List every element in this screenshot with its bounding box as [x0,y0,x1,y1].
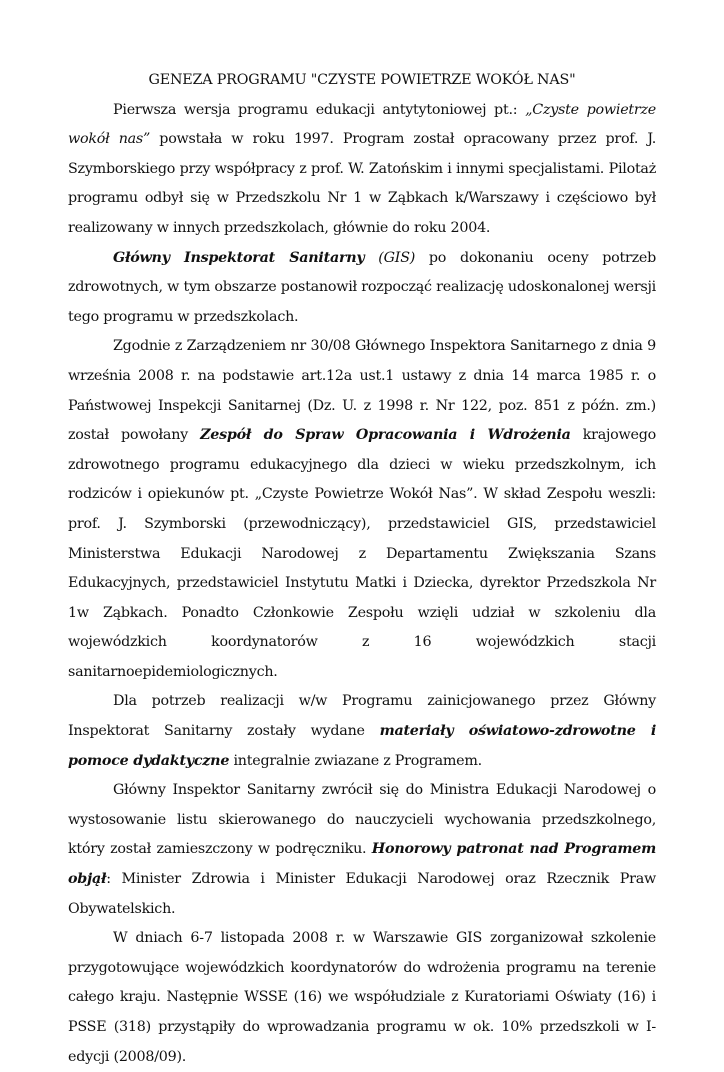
gis-abbreviation: (GIS) [364,249,416,266]
paragraph-5 [68,776,656,924]
paragraph-2 [68,244,656,333]
document-body [68,66,656,1072]
paragraph-3 [68,332,656,687]
program-name-quote: „Czyste powietrze wokół nas” [68,101,656,148]
materials-phrase: materiały oświatowo-zdrowotne i pomoce dydaktyczne [68,723,656,769]
paragraph-1-text-a: Pierwsza wersja programu edukacji antytytoniowej pt.: [113,101,526,118]
honorary-patronage-phrase: Honorowy patronat nad Programem objął [68,841,656,888]
paragraph-4-text-a: Dla potrzeb realizacji w/w Programu zainicjowanego przez Główny Inspektorat Sanitarny zostały wydane [68,693,656,740]
team-name: Zespół do Spraw Opracowania i Wdrożenia [200,427,571,444]
paragraph-1 [68,96,656,244]
paragraph-5-text-a: Główny Inspektor Sanitarny zwrócił się do Ministra Edukacji Narodowej o wystosowanie listu skierowanego do nauczycieli wychowania przedszkolnego, który został zamieszczony w podręczniku. [68,782,656,858]
document-title: GENEZA PROGRAMU "CZYSTE POWIETRZE WOKÓŁ NAS" [148,72,576,88]
paragraph-1-text-c: powstała w roku 1997. Program został opracowany przez prof. J. Szymborskiego przy współpracy z prof. W. Zatońskim i innymi specjalistami. Pilotaż programu odbył się w Przedszkolu Nr 1 w Ząbkach k/Warszawy i częściowo był realizowany w innych przedszkolach, głównie do roku 2004. [68,131,656,236]
paragraph-4-text-c: integralnie zwiazane z Programem. [229,752,482,769]
paragraph-5-text-c: : Minister Zdrowia i Minister Edukacji Narodowej oraz Rzecznik Praw Obywatelskich. [68,871,656,917]
paragraph-4 [68,687,656,776]
gis-name: Główny Inspektorat Sanitarny [113,249,365,266]
paragraph-2-text-c: po dokonaniu oceny potrzeb zdrowotnych, w tym obszarze postanowił rozpocząć realizację udoskonalonej wersji tego programu w przedszkolach. [68,249,656,325]
paragraph-3-text-c: krajowego zdrowotnego programu edukacyjnego dla dzieci w wieku przedszkolnym, ich rodziców i opiekunów pt. „Czyste Powietrze Wokół Nas”. W skład Zespołu weszli: prof. J. Szymborski (przewodniczący), przedstawiciel GIS, przedstawiciel Ministerstwa Edukacji Narodowej z Departamentu Zwiększania Szans Edukacyjnych, przedstawiciel Instytutu Matki i Dziecka, dyrektor Przedszkola Nr 1w Ząbkach. Ponadto Członkowie Zespołu wzięli udział w szkoleniu dla wojewódzkich koordynatorów z 16 wojewódzkich stacji sanitarnoepidemiologicznych. [68,427,656,680]
paragraph-3-text-a: Zgodnie z Zarządzeniem nr 30/08 Głównego Inspektora Sanitarnego z dnia 9 września 2008 r. na podstawie art.12a ust.1 ustawy z dnia 14 marca 1985 r. o Państwowej Inspekcji Sanitarnej (Dz. U. z 1998 r. Nr 122, poz. 851 z późn. zm.) został powołany [68,338,656,444]
paragraph-6: W dniach 6-7 listopada 2008 r. w Warszawie GIS zorganizował szkolenie przygotowujące wojewódzkich koordynatorów do wdrożenia programu na terenie całego kraju. Następnie WSSE (16) we współudziale z Kuratoriami Oświaty (16) i PSSE (318) przystąpiły do wprowadzania programu w ok. 10% przedszkoli w I-edycji (2008/09). [68,930,656,1065]
